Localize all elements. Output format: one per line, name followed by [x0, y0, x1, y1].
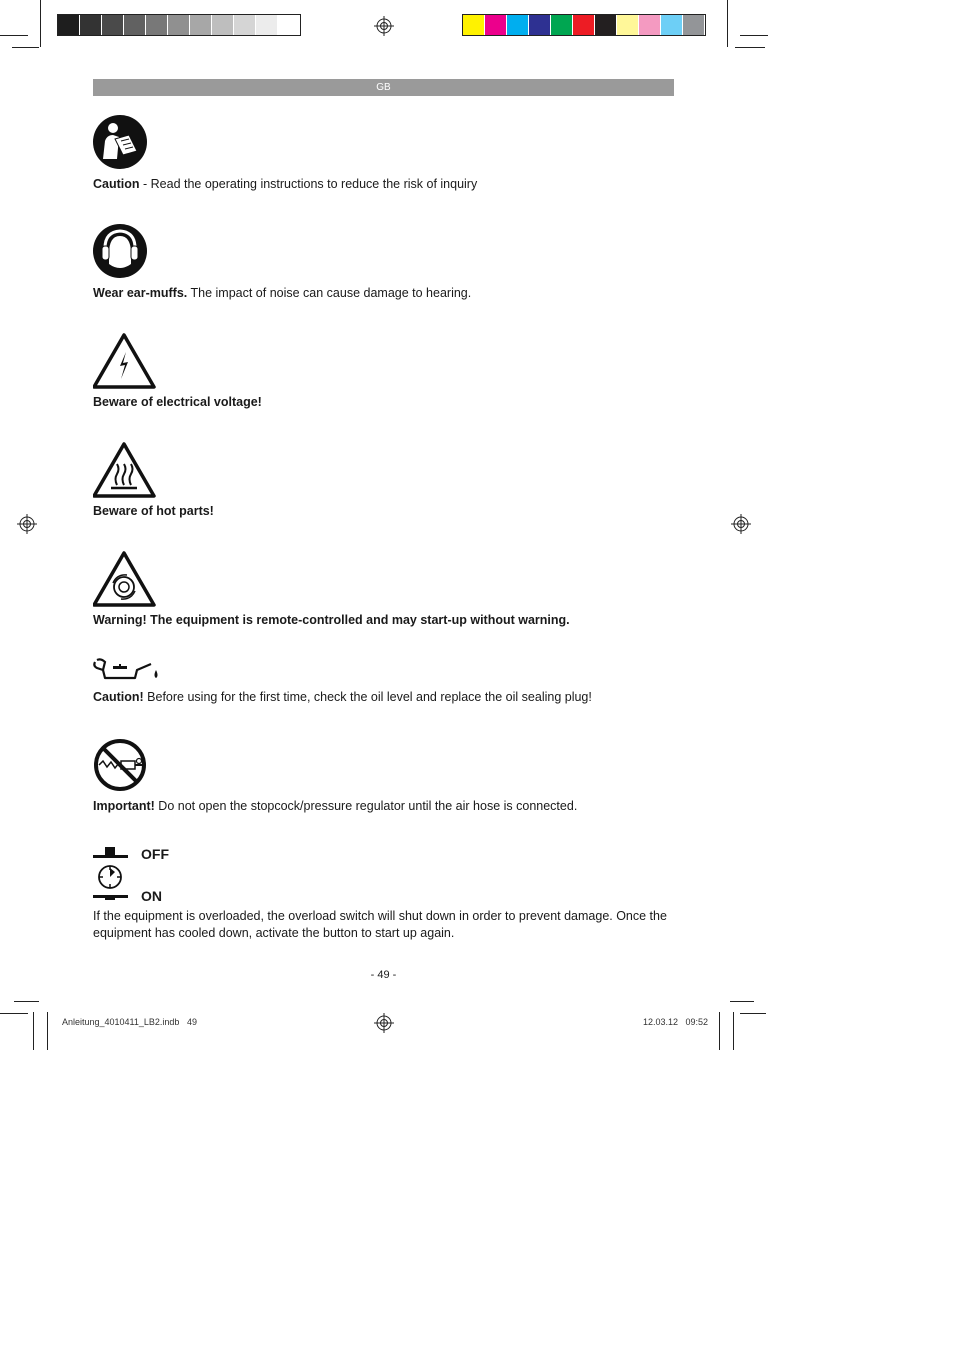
- warning-caption: Wear ear-muffs. The impact of noise can cause damage to hearing.: [93, 286, 472, 300]
- crop-mark: [727, 0, 728, 47]
- page-number: - 49 -: [370, 969, 397, 981]
- on-label: ON: [141, 888, 162, 904]
- crop-mark: [0, 1013, 28, 1014]
- warning-caption: Beware of hot parts!: [93, 504, 214, 518]
- color-swatch: [278, 15, 300, 35]
- footer-date: 12.03.12 09:52: [643, 1017, 709, 1027]
- oil-can-icon: [93, 656, 161, 684]
- color-swatch: [168, 15, 190, 35]
- crop-mark: [719, 1012, 720, 1050]
- warning-caption: Beware of electrical voltage!: [93, 395, 262, 409]
- crop-mark: [733, 1012, 734, 1050]
- warning-caption: Caution - Read the operating instructions to reduce the risk of inquiry: [93, 177, 478, 191]
- color-swatch: [463, 15, 485, 35]
- warning-caption: Important! Do not open the stopcock/pressure regulator until the air hose is connected.: [93, 799, 578, 813]
- color-swatch: [485, 15, 507, 35]
- color-swatch: [507, 15, 529, 35]
- crop-mark: [33, 1012, 34, 1050]
- electrical-voltage-icon: [93, 332, 157, 390]
- remote-start-icon: [93, 550, 157, 608]
- color-swatch: [573, 15, 595, 35]
- color-swatch: [146, 15, 168, 35]
- color-swatch: [617, 15, 639, 35]
- color-swatch: [595, 15, 617, 35]
- language-header: GB: [93, 79, 674, 96]
- warning-caption: Caution! Before using for the first time, check the oil level and replace the oil sealing plug!: [93, 690, 592, 704]
- color-swatch: [124, 15, 146, 35]
- crop-mark: [735, 47, 765, 48]
- crop-mark: [12, 47, 39, 48]
- color-swatch: [683, 15, 705, 35]
- color-swatch: [661, 15, 683, 35]
- color-swatch: [639, 15, 661, 35]
- gray-calibration-bar: [57, 14, 301, 36]
- footer-file: Anleitung_4010411_LB2.indb 49: [62, 1017, 197, 1027]
- crop-mark: [730, 1001, 754, 1002]
- crop-mark: [40, 0, 41, 47]
- crop-mark: [0, 35, 28, 36]
- off-label: OFF: [141, 846, 169, 862]
- ear-muffs-icon: [93, 224, 149, 280]
- color-swatch: [58, 15, 80, 35]
- registration-mark-icon: [374, 16, 394, 36]
- hot-parts-icon: [93, 441, 157, 499]
- color-swatch: [212, 15, 234, 35]
- color-swatch: [551, 15, 573, 35]
- color-swatch: [102, 15, 124, 35]
- read-manual-icon: [93, 115, 149, 171]
- color-swatch: [80, 15, 102, 35]
- overload-switch-icon: [93, 845, 129, 901]
- registration-mark-icon: [17, 514, 37, 534]
- crop-mark: [740, 35, 768, 36]
- color-calibration-bar: [462, 14, 706, 36]
- color-swatch: [256, 15, 278, 35]
- warning-caption: Warning! The equipment is remote-controlled and may start-up without warning.: [93, 613, 570, 627]
- overload-description: If the equipment is overloaded, the overload switch will shut down in order to prevent damage. Once the equipment has cooled down, activate the button to start up again.: [93, 909, 667, 940]
- crop-mark: [14, 1001, 39, 1002]
- color-swatch: [234, 15, 256, 35]
- no-open-stopcock-icon: [93, 737, 149, 793]
- crop-mark: [740, 1013, 766, 1014]
- crop-mark: [47, 1012, 48, 1050]
- color-swatch: [190, 15, 212, 35]
- registration-mark-icon: [731, 514, 751, 534]
- registration-mark-icon: [374, 1013, 394, 1033]
- color-swatch: [529, 15, 551, 35]
